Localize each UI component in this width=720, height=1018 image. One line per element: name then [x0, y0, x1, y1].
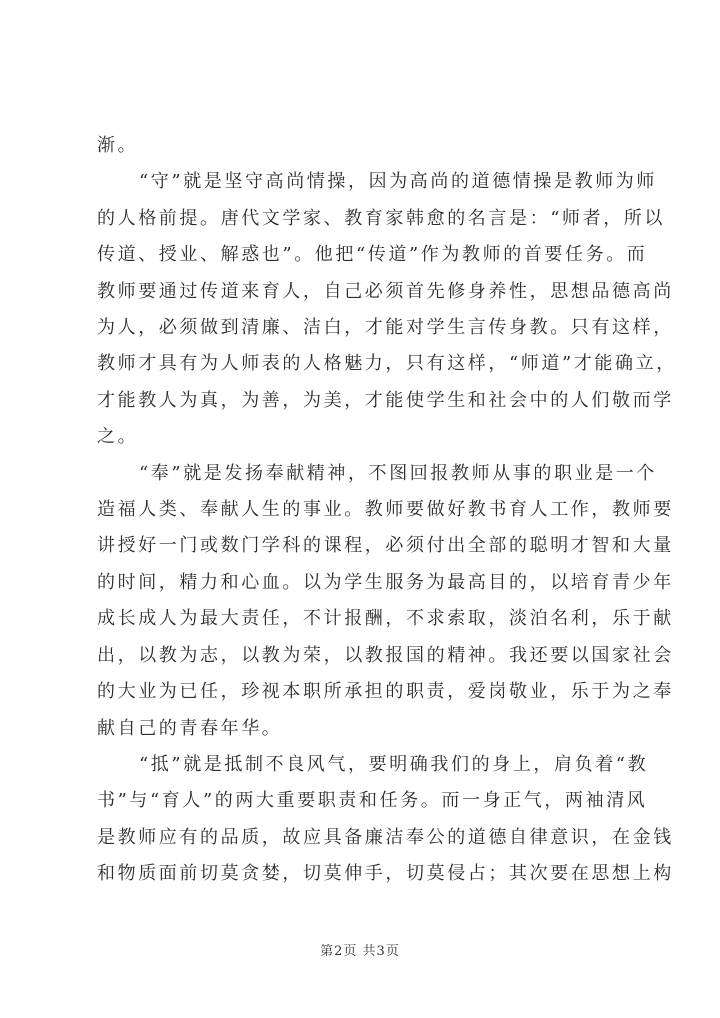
text-line: “奉”就是发扬奉献精神，不图回报教师从事的职业是一个 [139, 462, 658, 484]
text-line: 为人，必须做到清廉、洁白，才能对学生言传身教。只有这样， [97, 317, 674, 339]
page-footer: 第2页 共3页 [320, 944, 400, 959]
paragraph [97, 128, 629, 164]
text-line: 的大业为已任，珍视本职所承担的职责，爱岗敬业，乐于为之奉 [97, 681, 674, 703]
text-line: 的时间，精力和心血。以为学生服务为最高目的，以培育青少年 [97, 571, 674, 593]
text-line: “抵”就是抵制不良风气，要明确我们的身上，肩负着“教 [139, 753, 649, 775]
text-line: “守”就是坚守高尚情操，因为高尚的道德情操是教师为师 [139, 171, 658, 193]
paragraph [97, 456, 674, 747]
paragraph [97, 747, 674, 893]
text-line: 献自己的青春年华。 [97, 717, 283, 739]
text-line: 教师要通过传道来育人，自己必须首先修身养性，思想品德高尚 [97, 280, 674, 302]
text-line: 出，以教为志，以教为荣，以教报国的精神。我还要以国家社会 [97, 644, 674, 666]
text-line: 才能教人为真，为善，为美，才能使学生和社会中的人们敬而学 [97, 389, 674, 411]
text-line: 教师才具有为人师表的人格魅力，只有这样，“师道”才能确立， [97, 353, 677, 375]
text-line: 的人格前提。唐代文学家、教育家韩愈的名言是：“师者，所以 [97, 207, 665, 229]
text-line: 讲授好一门或数门学科的课程，必须付出全部的聪明才智和大量 [97, 535, 674, 557]
text-line: 成长成人为最大责任，不计报酬，不求索取，淡泊名利，乐于献 [97, 608, 674, 630]
paragraph [97, 164, 677, 455]
text-line: 之。 [97, 426, 139, 448]
text-line: 和物质面前切莫贪婪，切莫伸手，切莫侵占；其次要在思想上构 [97, 863, 674, 885]
text-line: 书”与“育人”的两大重要职责和任务。而一身正气，两袖清风 [97, 790, 648, 812]
document-body [97, 128, 677, 893]
text-line: 是教师应有的品质，故应具备廉洁奉公的道德自律意识，在金钱 [97, 826, 674, 848]
text-line: 传道、授业、解惑也”。他把“传道”作为教师的首要任务。而 [97, 244, 648, 266]
text-line: 造福人类、奉献人生的事业。教师要做好教书育人工作，教师要 [97, 499, 674, 521]
text-line: 渐。 [97, 135, 139, 156]
